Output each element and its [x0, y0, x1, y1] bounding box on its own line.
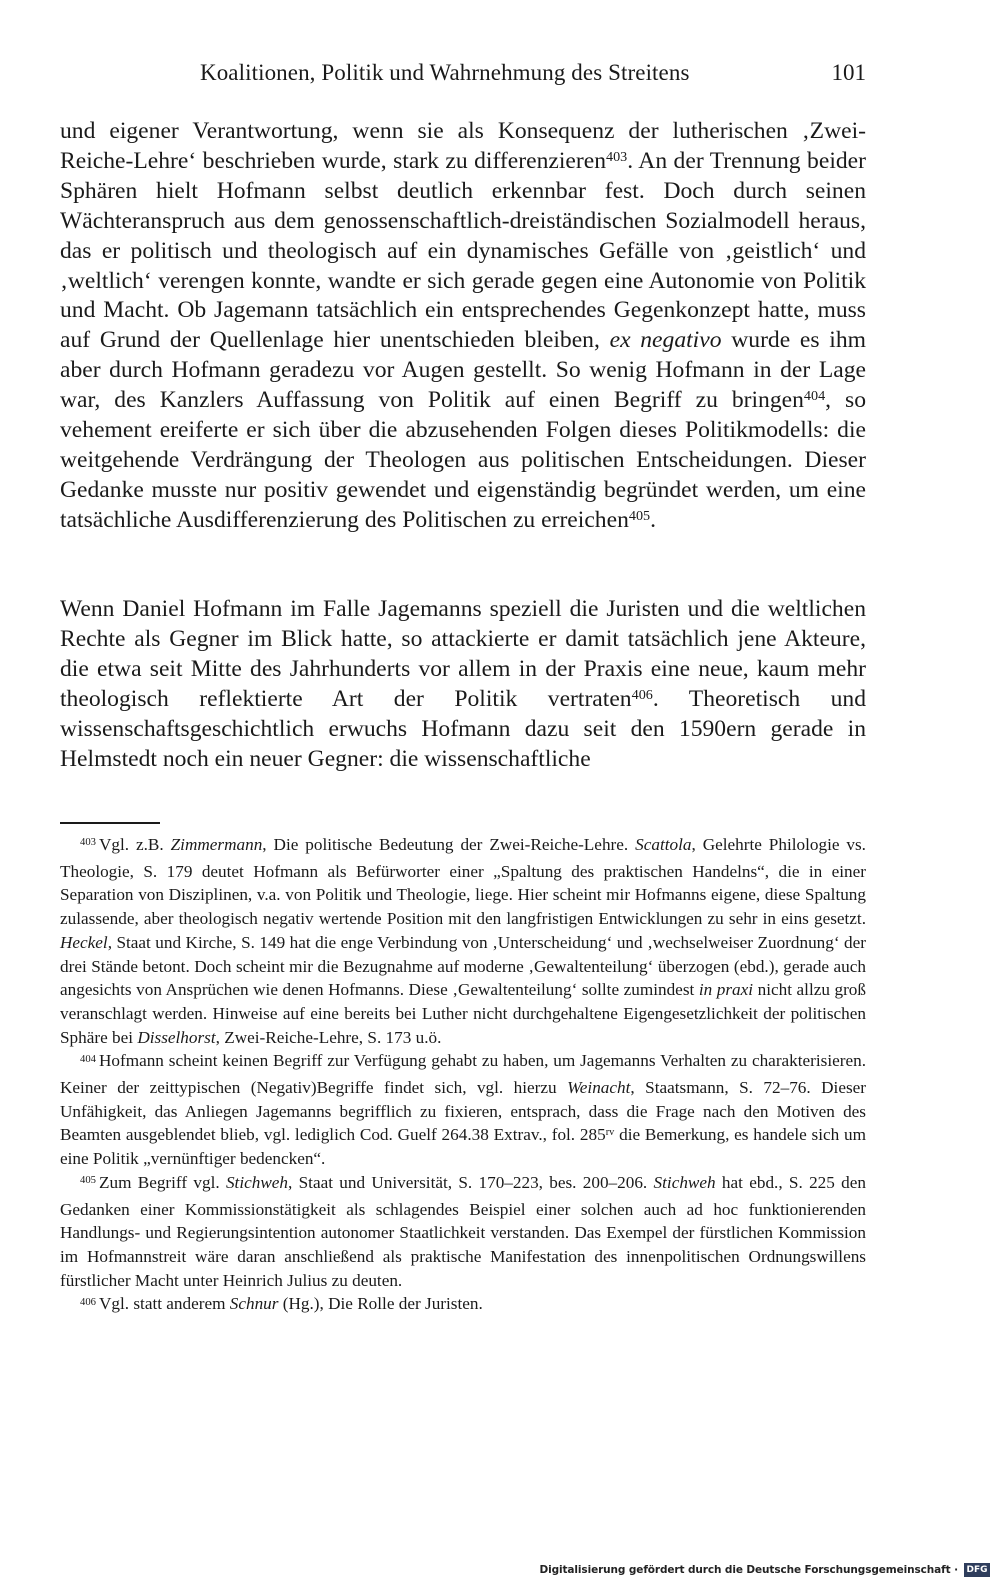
note-reference: 403: [606, 148, 628, 165]
italic-text: Heckel: [60, 932, 108, 952]
footnote-403: [60, 833, 866, 1049]
note-reference: rv: [605, 1127, 615, 1139]
text-run: , Staatsmann, S. 72–76. Dieser Unfähigkeit, das Anliegen Jagemanns begrifflich zu fixieren, entsprach, dass die Frage nach den Motiven des Beamten ausgeblendet blieb, vgl. lediglich Cod. Guelf 264.38 Extrav., fol. 285: [60, 1078, 866, 1145]
italic-text: Stichweh: [225, 1172, 289, 1192]
page-number: 101: [831, 60, 866, 85]
text-run: Vgl. z.B.: [98, 835, 171, 854]
text-run: Hofmann scheint keinen Begriff zur Verfügung gehabt zu haben, um Jagemanns Verhalten zu charakterisieren. Keiner der zeittypischen (Negativ)Begriffe findet sich, vgl. hierzu: [60, 1051, 866, 1098]
footnote-separator: [60, 822, 160, 824]
italic-text: Disselhorst: [137, 1027, 216, 1047]
body-paragraph-1: [60, 117, 866, 536]
italic-text: Zimmermann: [170, 835, 263, 854]
text-run: hat ebd., S. 225 den Gedanken einer Kommissionstätigkeit als schlagendes Beispiel einer solchen auch ad hoc funktionierenden Handlungs- und Regierungsintention autonomer Staatlichkeit verstanden. Das Exempel der fürstlichen Kommission im Hofmannstreit wäre daran anschließend als praktische Manifestation des innenpolitischen Ordnungswillens fürstlicher Macht unter Heinrich Julius zu deuten.: [60, 1172, 866, 1290]
text-run: , Staat und Kirche, S. 149 hat die enge Verbindung von ‚Unterscheidung‘ und ‚wechselweiser Zuordnung‘ der drei Stände betont. Doch scheint mir die Bezugnahme auf moderne ‚Gewaltenteilung‘ überzogen (ebd.), gerade auch angesichts von Ansprüchen wie denen Hofmanns. Diese ‚Gewaltenteilung‘ sollte zumindest: [60, 932, 866, 1000]
footnote-text: [60, 1051, 866, 1168]
text-run: (Hg.), Die Rolle der Juristen.: [278, 1294, 483, 1314]
footnote-text: [60, 835, 866, 1047]
dfg-logo: DFG: [964, 1563, 990, 1577]
footnote-number: 405: [80, 1175, 96, 1187]
note-reference: 404: [803, 388, 826, 405]
italic-text: ex negativo: [609, 327, 722, 354]
footnotes: [60, 833, 866, 1319]
text-run: Zum Begriff vgl.: [98, 1172, 226, 1192]
paragraph-text: [60, 595, 866, 774]
italic-text: Scattola: [635, 835, 692, 854]
text-run: nicht allzu groß veranschlagt werden. Hinweise auf eine bereits bei Luther nicht durchgehaltene Eigengesetzlichkeit der politischen Sphäre bei: [60, 980, 866, 1047]
text-run: , Gelehrte Philologie vs. Theologie, S. 179 deutet Hofmann als Befürworter einer „Spaltung des praktischen Handelns“, die in einer Separation von Disziplinen, v.a. von Politik und Theologie, liege. Hier scheint mir Hofmanns eigene, diese Spaltung zulassende, aber theologisch negativ wertende Position mit den langfristigen Entwicklungen zu sehr in eins gesetzt.: [60, 835, 866, 929]
running-title: Koalitionen, Politik und Wahrnehmung des Streitens: [200, 60, 690, 85]
text-run: und eigener Verantwortung, wenn sie als Konsequenz der lutherischen ‚Zwei-Reiche-Lehre‘ beschrieben wurde, stark zu differenzieren: [60, 118, 866, 174]
text-run: , Staat und Universität, S. 170–223, bes. 200–206.: [288, 1172, 654, 1192]
footnote-text: [60, 1173, 866, 1290]
text-run: . An der Trennung beider Sphären hielt Hofmann selbst deutlich erkennbar fest. Doch durch seinen Wächteranspruch aus dem genossenschaftlich-dreiständischen Sozialmodell heraus, das er politisch und theologisch auf ein dynamisches Gefälle von ‚geistlich‘ und ‚weltlich‘ verengen konnte, wandte er sich gerade gegen eine Autonomie von Politik und Macht. Ob Jagemann tatsächlich ein entsprechendes Gegenkonzept hatte, muss auf Grund der Quellenlage hier unentschieden bleiben,: [60, 147, 866, 354]
italic-text: Stichweh: [653, 1172, 716, 1192]
body-paragraph-2: [60, 595, 866, 774]
footnote-text: [99, 1294, 483, 1313]
text-run: .: [650, 506, 657, 533]
text-run: Wenn Daniel Hofmann im Falle Jagemanns speziell die Juristen und die weltlichen Rechte als Gegner im Blick hatte, so attackierte er damit tatsächlich jene Akteure, die etwa seit Mitte des Jahrhunderts vor allem in der Praxis eine neue, kaum mehr theologisch reflektierte Art der Politik vertraten: [60, 596, 866, 712]
footnote-number: 403: [80, 837, 96, 849]
footnote-number: 406: [80, 1296, 96, 1308]
italic-text: Schnur: [229, 1294, 279, 1314]
footnote-405: [60, 1171, 866, 1293]
italic-text: Weinacht: [567, 1078, 631, 1098]
text-run: die Bemerkung, es handele sich um eine Politik „vernünftiger bedencken“.: [60, 1125, 866, 1169]
text-run: , Zwei-Reiche-Lehre, S. 173 u.ö.: [215, 1027, 442, 1047]
footnote-404: [60, 1049, 866, 1171]
text-run: . Theoretisch und wissenschaftsgeschichtlich erwuchs Hofmann dazu seit den 1590ern gerade in Helmstedt noch ein neuer Gegner: die wissenschaftliche: [60, 685, 866, 772]
running-head: [60, 56, 866, 90]
text-run: , Die politische Bedeutung der Zwei-Reiche-Lehre.: [262, 835, 636, 854]
text-run: , so vehement ereiferte er sich über die abzusehenden Folgen dieses Politikmodells: die weitgehende Verdrängung der Theologen aus politischen Entscheidungen. Dieser Gedanke musste nur positiv gewendet und eigenständig begründet werden, um eine tatsächliche Ausdifferenzierung des Politischen zu erreichen: [60, 387, 866, 533]
text-run: Vgl. statt anderem: [98, 1294, 230, 1314]
paragraph-text: [60, 117, 866, 536]
digitization-note: Digitalisierung gefördert durch die Deutsche Forschungsgemeinschaft ·: [539, 1564, 958, 1576]
note-reference: 405: [628, 507, 651, 524]
text-run: wurde es ihm aber durch Hofmann geradezu vor Augen gestellt. So wenig Hofmann in der Lage war, des Kanzlers Auffassung von Politik auf einen Begriff zu bringen: [60, 327, 867, 414]
digitization-footer: [539, 1560, 990, 1580]
footnote-406: [60, 1292, 866, 1319]
footnote-number: 404: [80, 1053, 96, 1065]
note-reference: 406: [631, 686, 653, 703]
italic-text: in praxi: [698, 980, 754, 1000]
